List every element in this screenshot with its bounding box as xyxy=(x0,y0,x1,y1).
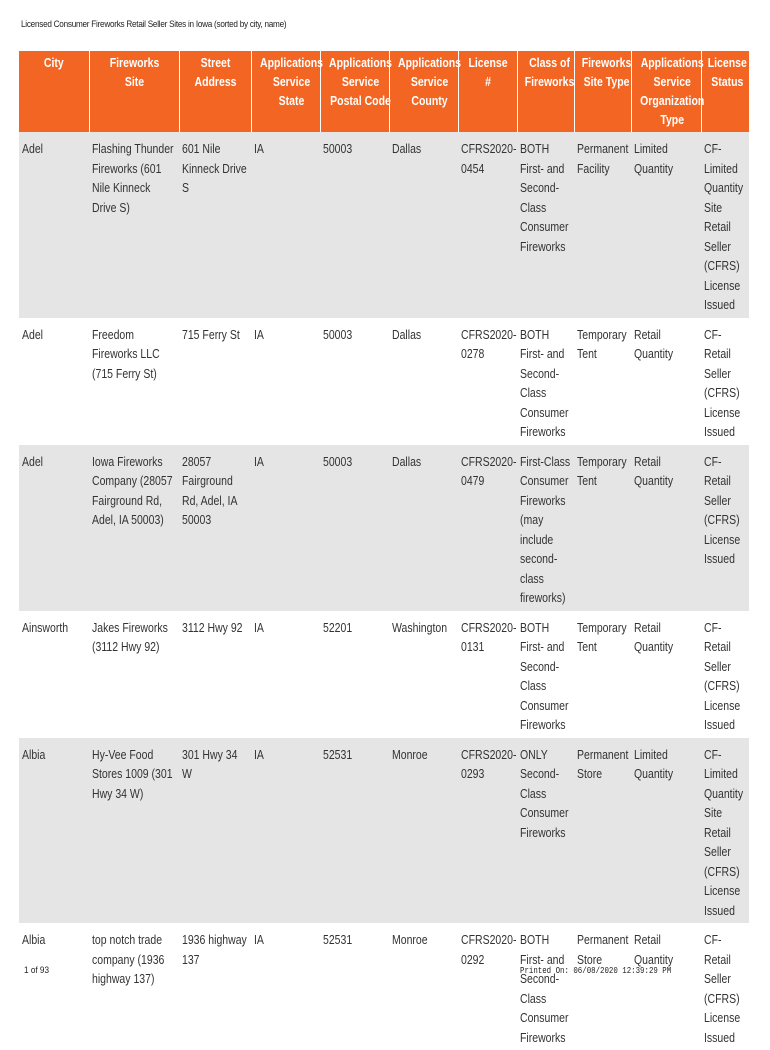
table-cell xyxy=(89,923,179,1050)
cell-text: CF-Limited Quantity Site Retail Seller (CFRS) License Issued xyxy=(704,142,744,312)
table-cell xyxy=(517,611,574,738)
cell-text: CF-Retail Seller (CFRS) License Issued xyxy=(704,933,741,1045)
cell-text: 601 Nile Kinneck Drive S xyxy=(182,142,247,195)
table-cell xyxy=(251,318,320,445)
cell-text: First-Class Consumer Fireworks (may include second-class fireworks) xyxy=(520,454,571,605)
table-cell xyxy=(19,923,89,1050)
cell-text: 52531 xyxy=(323,747,353,762)
cell-text: CF-Retail Seller (CFRS) License Issued xyxy=(704,327,741,439)
cell-text: IA xyxy=(254,933,264,947)
table-cell xyxy=(179,738,251,924)
column-header: Class of Fireworks xyxy=(517,51,574,132)
table-cell xyxy=(631,318,701,445)
table-row xyxy=(19,738,749,924)
cell-text: 50003 xyxy=(323,327,353,342)
cell-text: Hy-Vee Food Stores 1009 (301 Hwy 34 W) xyxy=(92,747,173,801)
cell-text: IA xyxy=(254,327,264,342)
cell-text: Adel xyxy=(22,142,44,156)
cell-text: BOTH First- and Second-Class Consumer Fireworks xyxy=(520,933,569,1045)
cell-text: Retail Quantity xyxy=(634,327,674,361)
table-cell xyxy=(458,445,517,611)
cell-text: CFRS2020-0454 xyxy=(461,142,517,176)
table-cell xyxy=(320,132,389,318)
table-cell xyxy=(89,318,179,445)
table-cell xyxy=(179,318,251,445)
page-number: 1 of 93 xyxy=(24,965,49,976)
cell-text: IA xyxy=(254,747,264,762)
cell-text: CFRS2020-0293 xyxy=(461,747,517,781)
column-header: Fireworks Site xyxy=(89,51,179,132)
cell-text: IA xyxy=(254,142,264,156)
cell-text: Iowa Fireworks Company (28057 Fairground Rd, Adel, IA 50003) xyxy=(92,454,173,527)
cell-text: Temporary Tent xyxy=(577,620,627,654)
table-cell xyxy=(251,611,320,738)
table-cell xyxy=(517,923,574,1050)
table-cell xyxy=(320,318,389,445)
table-cell xyxy=(389,738,458,924)
cell-text: ONLY Second-Class Consumer Fireworks xyxy=(520,747,569,840)
fireworks-sites-table xyxy=(19,51,749,1050)
table-cell xyxy=(251,132,320,318)
cell-text: Dallas xyxy=(392,142,422,156)
table-cell xyxy=(179,445,251,611)
table-cell xyxy=(701,445,749,611)
cell-text: 1936 highway 137 xyxy=(182,933,247,967)
table-cell xyxy=(631,611,701,738)
table-cell xyxy=(19,318,89,445)
cell-text: CFRS2020-0131 xyxy=(461,620,517,654)
table-cell xyxy=(179,923,251,1050)
cell-text: Retail Quantity xyxy=(634,454,674,488)
table-cell xyxy=(389,318,458,445)
table-cell xyxy=(89,611,179,738)
cell-text: Adel xyxy=(22,454,44,469)
cell-text: Albia xyxy=(22,747,46,762)
table-row xyxy=(19,132,749,318)
table-cell xyxy=(320,445,389,611)
table-cell xyxy=(320,738,389,924)
cell-text: Albia xyxy=(22,933,46,947)
cell-text: CF-Limited Quantity Site Retail Seller (CFRS) License Issued xyxy=(704,747,744,918)
cell-text: Washington xyxy=(392,620,448,635)
table-cell xyxy=(574,445,631,611)
column-header: City xyxy=(19,51,89,132)
table-cell xyxy=(701,611,749,738)
cell-text: Permanent Store xyxy=(577,747,629,781)
cell-text: 50003 xyxy=(323,454,353,469)
table-cell xyxy=(19,611,89,738)
column-header: License Status xyxy=(701,51,749,132)
column-header: License # xyxy=(458,51,517,132)
table-cell xyxy=(389,923,458,1050)
cell-text: Dallas xyxy=(392,327,422,342)
cell-text: Retail Quantity xyxy=(634,620,674,654)
column-header: Applications Service Organization Type xyxy=(631,51,701,132)
printed-on-timestamp: Printed On: 06/08/2020 12:39:29 PM xyxy=(520,965,672,976)
table-cell xyxy=(179,611,251,738)
document-title: Licensed Consumer Fireworks Retail Seller Sites in Iowa (sorted by city, name) xyxy=(21,19,287,30)
table-cell xyxy=(19,132,89,318)
cell-text: 715 Ferry St xyxy=(182,327,240,342)
cell-text: BOTH First- and Second-Class Consumer Fireworks xyxy=(520,327,569,439)
table-cell xyxy=(251,445,320,611)
table-cell xyxy=(631,923,701,1050)
table-row xyxy=(19,318,749,445)
cell-text: IA xyxy=(254,454,264,469)
table-cell xyxy=(179,132,251,318)
table-row xyxy=(19,445,749,611)
table-cell xyxy=(574,318,631,445)
cell-text: Limited Quantity xyxy=(634,142,674,176)
cell-text: Retail Quantity xyxy=(634,933,674,967)
table-row xyxy=(19,923,749,1050)
table-cell xyxy=(574,923,631,1050)
cell-text: Adel xyxy=(22,327,44,342)
cell-text: Temporary Tent xyxy=(577,327,627,361)
cell-text: top notch trade company (1936 highway 137) xyxy=(92,933,165,986)
cell-text: CFRS2020-0278 xyxy=(461,327,517,361)
cell-text: Monroe xyxy=(392,933,428,947)
table-cell xyxy=(631,738,701,924)
table-cell xyxy=(631,445,701,611)
cell-text: Temporary Tent xyxy=(577,454,627,488)
table-header-row xyxy=(19,51,749,132)
table-cell xyxy=(458,611,517,738)
table-cell xyxy=(19,738,89,924)
table-cell xyxy=(701,318,749,445)
table-cell xyxy=(389,611,458,738)
cell-text: Ainsworth xyxy=(22,620,69,635)
cell-text: Jakes Fireworks (3112 Hwy 92) xyxy=(92,620,168,654)
column-header: Street Address xyxy=(179,51,251,132)
table-cell xyxy=(517,132,574,318)
cell-text: 52531 xyxy=(323,933,353,947)
table-cell xyxy=(574,611,631,738)
table-cell xyxy=(320,923,389,1050)
table-cell xyxy=(89,445,179,611)
table-cell xyxy=(458,318,517,445)
table-cell xyxy=(517,318,574,445)
cell-text: Flashing Thunder Fireworks (601 Nile Kinneck Drive S) xyxy=(92,142,174,215)
table-cell xyxy=(89,132,179,318)
table-cell xyxy=(19,445,89,611)
table-cell xyxy=(701,132,749,318)
table-cell xyxy=(320,611,389,738)
cell-text: 50003 xyxy=(323,142,353,156)
column-header: Applications Service State xyxy=(251,51,320,132)
table-cell xyxy=(89,738,179,924)
cell-text: CF-Retail Seller (CFRS) License Issued xyxy=(704,454,741,566)
cell-text: BOTH First- and Second-Class Consumer Fireworks xyxy=(520,620,569,732)
table-cell xyxy=(251,923,320,1050)
cell-text: 3112 Hwy 92 xyxy=(182,620,243,635)
column-header: Applications Service County xyxy=(389,51,458,132)
table-cell xyxy=(517,738,574,924)
table-cell xyxy=(631,132,701,318)
cell-text: CFRS2020-0479 xyxy=(461,454,517,488)
cell-text: Freedom Fireworks LLC (715 Ferry St) xyxy=(92,327,160,381)
table-cell xyxy=(574,132,631,318)
cell-text: IA xyxy=(254,620,264,635)
table-row xyxy=(19,611,749,738)
table-cell xyxy=(389,445,458,611)
cell-text: Permanent Facility xyxy=(577,142,629,176)
cell-text: CFRS2020-0292 xyxy=(461,933,517,967)
cell-text: 301 Hwy 34 W xyxy=(182,747,238,781)
cell-text: Dallas xyxy=(392,454,422,469)
cell-text: Monroe xyxy=(392,747,428,762)
cell-text: CF-Retail Seller (CFRS) License Issued xyxy=(704,620,741,732)
cell-text: BOTH First- and Second-Class Consumer Fireworks xyxy=(520,142,569,254)
table-cell xyxy=(517,445,574,611)
table-cell xyxy=(458,132,517,318)
table-cell xyxy=(701,738,749,924)
cell-text: 52201 xyxy=(323,620,353,635)
column-header: Applications Service Postal Code xyxy=(320,51,389,132)
table-cell xyxy=(574,738,631,924)
cell-text: Limited Quantity xyxy=(634,747,674,781)
column-header: Fireworks Site Type xyxy=(574,51,631,132)
cell-text: Permanent Store xyxy=(577,933,629,967)
cell-text: 28057 Fairground Rd, Adel, IA 50003 xyxy=(182,454,237,527)
table-cell xyxy=(251,738,320,924)
table-cell xyxy=(389,132,458,318)
table-cell xyxy=(701,923,749,1050)
table-cell xyxy=(458,923,517,1050)
table-cell xyxy=(458,738,517,924)
table-body xyxy=(19,132,749,1050)
